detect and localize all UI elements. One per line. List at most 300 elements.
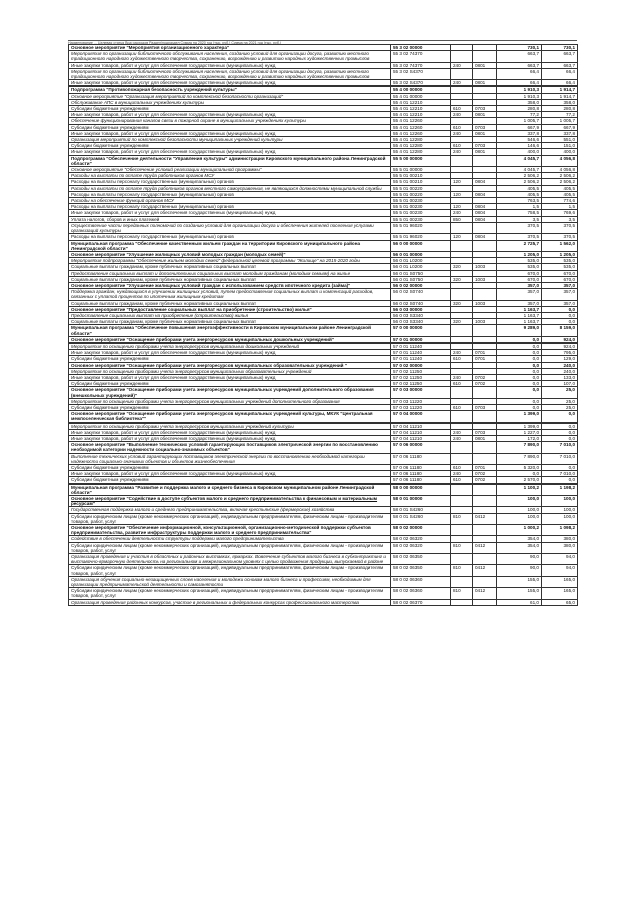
row-section-cell-text: 0801 [475, 62, 486, 68]
row-code-cell-text: 56 0 01 L0200 [393, 258, 423, 264]
row-amount-2021-cell-text: 0,0 [568, 306, 575, 312]
row-section-cell-text: 0412 [475, 513, 486, 519]
row-code-cell-text: 56 0 01 00000 [393, 251, 423, 257]
row-amount-2021-cell-text: 795,0 [563, 350, 575, 356]
row-code-cell-text: 57 0 04 00000 [393, 411, 423, 417]
row-amount-2021-cell-text: 240,0 [563, 368, 575, 374]
row-name-cell-text: Организация проведения и участия в областных и районных выставках, ярмарках. Вовлечение субъектов малого бизнеса в субконтрактинг и выставочно-ярмарочную деятельность на региональном и межрегиональном уровнях с целью продвижения продукции, выпускаемой в районе [71, 554, 386, 565]
row-code-cell [391, 496, 451, 507]
row-expense-type-cell-text: 240 [453, 374, 461, 380]
row-section-cell [473, 576, 497, 587]
row-amount-2021-cell-text: 1 914,7 [559, 93, 575, 99]
row-amount-2020-cell-text: 2 570,0 [523, 477, 539, 483]
row-section-cell-text: 0702 [475, 374, 486, 380]
row-name-cell-text: Подпрограмма "Противопожарная безопасность учреждений культуры" [71, 87, 237, 93]
row-expense-type-cell-text: 240 [453, 80, 461, 86]
row-name-cell-text: Основное мероприятие "Обеспечение информационной, консультационной, организационно-методической поддержки субъектов предпринимательства, развитие инфраструктуры поддержки малого и среднего предпринимательства" [71, 525, 371, 536]
row-name-cell-text: Основное мероприятие "Оснащение приборами учета энергоресурсов муниципальных образовательных учреждений " [71, 362, 347, 368]
row-code-cell [391, 513, 451, 524]
row-amount-2020-cell-text: 7 890,0 [523, 453, 539, 459]
row-code-cell-text: 57 0 02 11250 [393, 374, 423, 380]
table-row [69, 51, 578, 62]
row-amount-2020-cell [497, 484, 542, 495]
row-amount-2021-cell-text: 165,0 [563, 588, 575, 594]
row-amount-2021-cell [542, 442, 578, 453]
row-code-cell [391, 576, 451, 587]
row-expense-type-cell-text: 810 [453, 588, 461, 594]
row-amount-2020-cell-text: 0,0 [532, 471, 539, 477]
row-code-cell [391, 155, 451, 166]
row-name-cell-text: Субсидии бюджетным учреждениям [71, 106, 149, 112]
row-name-cell [69, 484, 391, 495]
row-name-cell-text: Основное мероприятие "Улучшение жилищных условий граждан с использованием средств ипотечного кредита (займа)" [71, 282, 351, 288]
row-section-cell-text: 0804 [475, 179, 486, 185]
row-amount-2021-cell-text: 25,0 [566, 387, 575, 393]
row-amount-2021-cell-text: 7 010,0 [559, 442, 575, 448]
row-amount-2020-cell-text: 1 163,7 [523, 306, 539, 312]
row-amount-2021-cell-text: 1,5 [568, 204, 575, 210]
row-amount-2020-cell-text: 535,0 [527, 264, 539, 270]
row-amount-2020-cell-text: 4 045,7 [523, 167, 539, 173]
row-code-cell-text: 55 3 02 74370 [393, 62, 423, 68]
row-expense-type-cell-text: 610 [453, 106, 461, 112]
row-name-cell [69, 155, 391, 166]
row-amount-2021-cell-text: 0,0 [568, 429, 575, 435]
row-expense-type-cell-text: 120 [453, 204, 461, 210]
row-expense-type-cell-text: 320 [453, 300, 461, 306]
row-amount-2020-cell-text: 0,0 [532, 343, 539, 349]
row-name-cell-text: Организация мероприятий по комплексной безопасности муниципальных учреждений культуры [71, 137, 283, 143]
row-section-cell-text: 0804 [475, 216, 486, 222]
row-code-cell-text: 55 4 01 12260 [393, 118, 423, 124]
row-amount-2020-cell-text: 61,0 [530, 599, 539, 605]
row-amount-2021-cell-text: 405,5 [563, 191, 575, 197]
row-expense-type-cell [451, 240, 473, 251]
row-code-cell-text: 55 3 02 S4370 [393, 80, 423, 86]
row-amount-2021-cell-text: 1 914,7 [559, 87, 575, 93]
row-expense-type-cell-text: 610 [453, 356, 461, 362]
row-code-cell [391, 240, 451, 251]
row-amount-2021-cell [542, 453, 578, 464]
row-amount-2021-cell-text: 8 159,0 [559, 325, 575, 331]
row-section-cell-text: 0412 [475, 588, 486, 594]
row-amount-2021-cell-text: 551,0 [563, 137, 575, 143]
row-expense-type-cell [451, 542, 473, 553]
row-amount-2020-cell-text: 730,1 [527, 45, 539, 50]
row-amount-2021-cell-text: 100,0 [563, 507, 575, 513]
row-name-cell-text: Субсидии бюджетным учреждениям [71, 356, 149, 362]
row-code-cell [391, 525, 451, 536]
row-amount-2021-cell-text: 370,5 [563, 234, 575, 240]
row-name-cell-text: Субсидии бюджетным учреждениям [71, 381, 149, 387]
row-expense-type-cell [451, 453, 473, 464]
row-name-cell-text: Иные закупки товаров, работ и услуг для обеспечения государственных (муниципальных) нужд [71, 149, 276, 155]
row-name-cell-text: Субсидии бюджетным учреждениям [71, 477, 149, 483]
table-row [69, 496, 578, 507]
row-amount-2020-cell-text: 0,0 [532, 387, 539, 393]
row-amount-2021-cell [542, 289, 578, 300]
row-expense-type-cell [451, 155, 473, 166]
row-name-cell-text: Осуществление части переданных полномочий по созданию условий для организации досуга и обеспечения жителей поселения услугами организаций культуры [71, 222, 374, 234]
row-section-cell [473, 325, 497, 336]
row-amount-2020-cell-text: 100,0 [527, 496, 539, 502]
row-name-cell-text: Муниципальная программа "Обеспечение повышения энергоэффективности в Кировском муниципальном районе Ленинградской области" [71, 325, 371, 336]
row-amount-2020-cell [497, 513, 542, 524]
table-row [69, 554, 578, 565]
row-expense-type-cell-text: 810 [453, 565, 461, 571]
row-code-cell-text: 57 0 01 00000 [393, 336, 423, 342]
row-name-cell-text: Иные закупки товаров, работ и услуг для обеспечения государственных (муниципальных) нужд [71, 350, 276, 356]
row-amount-2021-cell-text: 151,0 [563, 143, 575, 149]
row-amount-2020-cell [497, 576, 542, 587]
row-amount-2020-cell-text: 0,0 [532, 336, 539, 342]
row-amount-2021-cell-text: 280,8 [563, 106, 575, 112]
row-amount-2021-cell-text: 4 056,8 [559, 155, 575, 161]
row-amount-2021-cell-text: 1 205,0 [559, 251, 575, 257]
row-code-cell-text: 57 0 02 11250 [393, 368, 423, 374]
row-amount-2020-cell-text: 5 320,0 [523, 465, 539, 471]
row-name-cell [69, 185, 391, 191]
row-amount-2020-cell-text: 90,0 [530, 554, 539, 560]
row-expense-type-cell-text: 240 [453, 62, 461, 68]
row-amount-2020-cell [497, 453, 542, 464]
row-name-cell-text: Субсидии юридическим лицам (кроме некоммерческих организаций), индивидуальным предпринимателям, физическим лицам - производителям товаров, работ, услуг [71, 565, 384, 576]
row-expense-type-cell [451, 525, 473, 536]
table-row [69, 240, 578, 251]
row-section-cell [473, 155, 497, 166]
row-amount-2021-cell [542, 513, 578, 524]
row-amount-2021-cell-text: 94,0 [566, 554, 575, 560]
row-amount-2020-cell [497, 289, 542, 300]
row-amount-2020-cell-text: 1 399,0 [523, 411, 539, 417]
row-expense-type-cell [451, 289, 473, 300]
row-code-cell [391, 222, 451, 233]
row-amount-2021-cell [542, 68, 578, 79]
row-amount-2021-cell [542, 496, 578, 507]
row-name-cell-text: Основное мероприятие "Оснащение приборами учета энергоресурсов муниципальных учреждений дополнительного образования (внешкольных учреждений)" [71, 387, 374, 398]
row-code-cell-text: 55 3 02 00000 [393, 45, 423, 50]
row-code-cell-text: 56 0 01 S0750 [393, 270, 423, 276]
row-name-cell-text: Расходы на обеспечение функций органов МСУ [71, 198, 174, 204]
row-amount-2021-cell-text: 129,0 [563, 356, 575, 362]
row-section-cell-text: 0703 [475, 106, 486, 112]
row-code-cell-text: 56 0 03 S3340 [393, 319, 423, 325]
row-amount-2021-cell-text: 107,0 [563, 381, 575, 387]
row-expense-type-cell [451, 496, 473, 507]
row-name-cell-text: Социальные выплаты гражданам, кроме публичных нормативных социальных выплат [71, 319, 257, 325]
row-amount-2021-cell [542, 525, 578, 536]
row-name-cell-text: Субсидии юридическим лицам (кроме некоммерческих организаций), индивидуальным предпринимателям, физическим лицам - производителям товаров, работ, услуг [71, 588, 384, 599]
row-amount-2020-cell [497, 51, 542, 62]
row-code-cell-text: 58 0 02 06350 [393, 554, 423, 560]
row-name-cell-text: Мероприятия по оснащению приборами учета энергоресурсов муниципальных образовательных учреждений [71, 368, 312, 374]
row-section-cell-text: 0702 [475, 477, 486, 483]
row-code-cell-text: 58 0 02 06360 [393, 588, 423, 594]
row-amount-2021-cell-text: 0,0 [568, 312, 575, 318]
row-code-cell-text: 55 5 01 96020 [393, 234, 423, 240]
row-amount-2020-cell-text: 405,5 [527, 185, 539, 191]
row-amount-2020-cell-text: 1 227,0 [523, 429, 539, 435]
row-name-cell-text: Расходы на выплаты персоналу государственных (муниципальных) органов [71, 191, 234, 197]
row-amount-2021-cell [542, 599, 578, 605]
row-section-cell-text: 0701 [475, 350, 486, 356]
row-code-cell-text: 57 0 03 11220 [393, 404, 423, 410]
row-expense-type-cell [451, 565, 473, 576]
row-amount-2021-cell-text: 358,0 [563, 99, 575, 105]
row-amount-2021-cell-text: 0,0 [568, 436, 575, 441]
row-expense-type-cell [451, 484, 473, 495]
row-expense-type-cell-text: 610 [453, 477, 461, 483]
row-name-cell-text: Субсидии бюджетным учреждениям [71, 404, 149, 410]
row-code-cell-text: 56 0 01 S0750 [393, 276, 423, 282]
row-amount-2021-cell-text: 25,0 [566, 398, 575, 404]
row-amount-2020-cell-text: 7 890,0 [523, 442, 539, 448]
row-amount-2020-cell-text: 1 100,2 [523, 484, 539, 490]
row-section-cell [473, 453, 497, 464]
row-expense-type-cell [451, 442, 473, 453]
row-code-cell-text: 57 0 06 11180 [393, 465, 422, 471]
row-amount-2020-cell-text: 0,0 [532, 368, 539, 374]
row-name-cell [69, 576, 391, 587]
row-amount-2020-cell-text: 77,2 [530, 112, 539, 118]
row-amount-2020-cell-text: 1 399,0 [523, 423, 539, 429]
row-amount-2020-cell-text: 400,0 [527, 149, 539, 155]
row-amount-2021-cell [542, 411, 578, 422]
row-code-cell-text: 57 0 04 11210 [393, 436, 423, 441]
row-amount-2020-cell-text: 0,0 [532, 381, 539, 387]
row-name-cell [69, 599, 391, 605]
row-code-cell-text: 57 0 06 11180 [393, 477, 422, 483]
row-code-cell-text: 55 4 01 12210 [393, 112, 423, 118]
row-name-cell-text: Поддержка граждан, нуждающихся в улучшении жилищных условий, путем предоставления социальных выплат и компенсаций расходов, связанных с уплатой процентов по ипотечным жилищным кредитам [71, 289, 374, 300]
row-section-cell-text: 0804 [475, 191, 486, 197]
row-section-cell-text: 0801 [475, 112, 486, 118]
row-section-cell [473, 387, 497, 398]
row-name-cell [69, 68, 391, 79]
row-name-cell-text: Иные закупки товаров, работ и услуг для обеспечения государственных (муниципальных) нужд [71, 210, 276, 216]
row-expense-type-cell-text: 240 [453, 436, 461, 441]
row-section-cell-text: 0701 [475, 465, 486, 471]
row-name-cell-text: Социальные выплаты гражданам, кроме публичных нормативных социальных выплат [71, 276, 257, 282]
row-name-cell-text: Социальные выплаты гражданам, кроме публичных нормативных социальных выплат [71, 300, 257, 306]
row-amount-2021-cell-text: 2 506,2 [559, 173, 575, 179]
row-amount-2020-cell-text: 2 506,2 [523, 179, 539, 185]
row-amount-2021-cell-text: 380,0 [563, 542, 575, 548]
row-code-cell-text: 55 4 01 12210 [393, 99, 423, 105]
row-amount-2021-cell-text: 535,0 [563, 264, 575, 270]
table-row [69, 155, 578, 166]
row-section-cell [473, 554, 497, 565]
row-amount-2020-cell [497, 496, 542, 507]
row-code-cell-text: 55 5 01 00220 [393, 185, 423, 191]
row-amount-2020-cell [497, 542, 542, 553]
row-amount-2021-cell [542, 588, 578, 599]
table-header-strip: Наименование ... Целевая статья Вид расходов Раздел/подраздел Сумма на 2020 год (тыс. руб.) Сумма на 2021 год (тыс. руб.) [68, 40, 577, 45]
row-name-cell-text: Мероприятия по оснащению приборами учета энергоресурсов муниципальных учреждений культуры [71, 423, 294, 429]
row-amount-2020-cell-text: 90,0 [530, 565, 539, 571]
row-amount-2020-cell [497, 240, 542, 251]
row-name-cell [69, 270, 391, 276]
row-amount-2021-cell-text: 357,0 [563, 289, 575, 295]
row-name-cell-text: Подпрограмма "Обеспечение деятельности "Управления культуры" администрации Кировского муниципального района Ленинградской области" [71, 155, 386, 166]
row-expense-type-cell-text: 240 [453, 429, 461, 435]
row-amount-2020-cell-text: 663,7 [527, 62, 539, 68]
row-section-cell [473, 496, 497, 507]
row-code-cell-text: 55 4 01 12280 [393, 143, 423, 149]
row-code-cell-text: 55 5 01 00220 [393, 191, 423, 197]
row-name-cell [69, 588, 391, 599]
row-name-cell-text: Государственная поддержка малого и среднего предпринимательства, включая крестьянские (фермерские) хозяйства [71, 507, 335, 513]
row-code-cell-text: 55 4 01 12260 [393, 130, 423, 136]
row-amount-2021-cell-text: 100,0 [563, 496, 575, 502]
row-expense-type-cell-text: 120 [453, 191, 461, 197]
row-amount-2020-cell [497, 565, 542, 576]
row-amount-2021-cell-text: 370,5 [563, 222, 575, 228]
row-code-cell [391, 554, 451, 565]
table-row [69, 542, 578, 553]
table-row [69, 599, 578, 605]
row-expense-type-cell-text: 610 [453, 465, 461, 471]
row-expense-type-cell [451, 554, 473, 565]
row-name-cell-text: Предоставление социальных выплат на приобретение (строительство) жилья [71, 312, 248, 318]
row-amount-2020-cell [497, 155, 542, 166]
row-code-cell-text: 58 0 02 06350 [393, 565, 423, 571]
row-section-cell-text: 0804 [475, 210, 486, 216]
row-amount-2020-cell-text: 354,0 [527, 542, 539, 548]
row-name-cell-text: Выполнение технических условий гарантирующих поставщиков электрической энергии по восстановлению необходимой категории надежности социально-значимых объектов и объектов жизнеобеспечения [71, 453, 365, 464]
row-amount-2021-cell-text: 4 056,8 [559, 167, 575, 173]
row-code-cell-text: 58 0 01 S4260 [393, 507, 423, 513]
row-amount-2020-cell [497, 525, 542, 536]
row-amount-2021-cell-text: 924,0 [563, 343, 575, 349]
row-name-cell-text: Иные закупки товаров, работ и услуг для обеспечения государственных (муниципальных) нужд [71, 130, 276, 136]
row-name-cell-text: Расходы на выплаты по оплате труда работников органов МСУ [71, 173, 215, 179]
row-section-cell-text: 0703 [475, 404, 486, 410]
row-expense-type-cell-text: 240 [453, 130, 461, 136]
row-name-cell-text: Муниципальная программа "Развитие и поддержка малого и среднего бизнеса в Кировском муниципальном районе Ленинградской области" [71, 484, 375, 495]
row-amount-2020-cell-text: 354,0 [527, 536, 539, 542]
row-code-cell [391, 442, 451, 453]
row-amount-2021-cell-text: 165,0 [563, 576, 575, 582]
row-expense-type-cell-text: 320 [453, 264, 461, 270]
row-name-cell-text: Социальные выплаты гражданам, кроме публичных нормативных социальных выплат [71, 264, 257, 270]
row-expense-type-cell [451, 576, 473, 587]
row-expense-type-cell-text: 120 [453, 234, 461, 240]
table-row [69, 411, 578, 422]
row-section-cell [473, 442, 497, 453]
row-amount-2020-cell-text: 358,0 [527, 99, 539, 105]
row-amount-2020-cell-text: 100,0 [527, 507, 539, 513]
row-name-cell-text: Мероприятия подпрограммы "Обеспечение жильем молодых семей" федеральной целевой программы "Жилище" на 2015-2020 годы [71, 258, 360, 264]
row-code-cell-text: 58 0 01 00000 [393, 496, 423, 502]
row-amount-2021-cell-text: 133,0 [563, 374, 575, 380]
row-amount-2020-cell-text: 66,4 [530, 80, 539, 86]
row-name-cell [69, 289, 391, 300]
row-name-cell-text: Субсидии юридическим лицам (кроме некоммерческих организаций), индивидуальным предпринимателям, физическим лицам - производителям товаров, работ, услуг [71, 542, 384, 553]
row-code-cell-text: 58 0 02 00000 [393, 525, 423, 531]
row-section-cell-text: 0703 [475, 124, 486, 130]
row-expense-type-cell-text: 320 [453, 319, 461, 325]
row-amount-2021-cell-text: 0,0 [568, 319, 575, 325]
row-code-cell-text: 55 5 01 00210 [393, 179, 423, 185]
row-name-cell [69, 240, 391, 251]
row-section-cell [473, 599, 497, 605]
row-amount-2020-cell-text: 1 000,2 [523, 525, 539, 531]
row-amount-2020-cell-text: 0,0 [532, 350, 539, 356]
row-expense-type-cell-text: 610 [453, 143, 461, 149]
row-amount-2021-cell-text: 2 506,2 [559, 179, 575, 185]
row-name-cell-text: Основное мероприятие "Содействие в доступе субъектов малого и среднего предпринимательства к финансовым и материальным ресурсам" [71, 496, 378, 507]
row-expense-type-cell-text: 120 [453, 179, 461, 185]
row-name-cell-text: Муниципальная программа "Обеспечение качественным жильем граждан на территории Кировского муниципального района Ленинградской области" [71, 240, 361, 251]
row-amount-2021-cell-text: 65,0 [566, 599, 575, 605]
row-name-cell-text: Иные закупки товаров, работ и услуг для обеспечения государственных (муниципальных) нужд [71, 80, 276, 86]
row-name-cell-text: Организация обучения социально-незащищенных слоев населения и молодежи основам малого бизнеса и профессиям, необходимым для организации предпринимательской деятельности и самозанятости [71, 576, 371, 588]
row-code-cell-text: 57 0 04 11210 [393, 429, 423, 435]
row-code-cell-text: 57 0 06 11180 [393, 453, 422, 459]
row-name-cell-text: Расходы на выплаты персоналу государственных (муниципальных) органов [71, 204, 234, 210]
row-section-cell-text: 0801 [475, 80, 486, 86]
row-name-cell-text: Основное мероприятие "Оснащение приборами учета энергоресурсов муниципальных учреждений культуры, МКУК "Центральная межпоселенческая библиотека"" [71, 411, 373, 422]
row-name-cell-text: Мероприятия по организации библиотечного обслуживания населения, созданию условий для организации досуга, развитию местного традиционного народного художественного творчества, сохранению, возрождению и развитию народных художественных промыслов [71, 68, 370, 80]
budget-table-body [69, 45, 578, 606]
row-amount-2020-cell-text: 1 005,7 [523, 118, 539, 124]
row-amount-2021-cell-text: 1 098,2 [559, 525, 575, 531]
row-amount-2021-cell-text: 77,2 [566, 112, 575, 118]
row-expense-type-cell-text: 610 [453, 404, 461, 410]
row-section-cell-text: 0703 [475, 143, 486, 149]
row-amount-2021-cell [542, 222, 578, 233]
row-section-cell [473, 240, 497, 251]
row-section-cell [473, 51, 497, 62]
row-section-cell-text: 0702 [475, 471, 486, 477]
row-amount-2020-cell-text: 100,0 [527, 513, 539, 519]
row-section-cell-text: 1003 [475, 319, 486, 325]
budget-table [68, 44, 578, 606]
row-amount-2020-cell-text: 146,6 [527, 143, 539, 149]
row-name-cell-text: Расходы на выплаты персоналу государственных (муниципальных) органов [71, 234, 234, 240]
row-name-cell-text: Мероприятия по оснащению приборами учета энергоресурсов муниципальных учреждений дополнительного образования [71, 398, 340, 404]
row-code-cell-text: 57 0 02 11250 [393, 381, 423, 387]
row-amount-2021-cell-text: 667,9 [563, 124, 575, 130]
row-amount-2021-cell [542, 576, 578, 587]
row-code-cell-text: 57 0 04 11210 [393, 423, 423, 429]
row-expense-type-cell-text: 810 [453, 542, 461, 548]
row-amount-2020-cell [497, 411, 542, 422]
row-amount-2020-cell-text: 155,0 [527, 576, 539, 582]
row-amount-2020-cell-text: 357,0 [527, 300, 539, 306]
row-section-cell-text: 1003 [475, 300, 486, 306]
row-expense-type-cell-text: 320 [453, 276, 461, 282]
row-code-cell [391, 325, 451, 336]
row-amount-2021-cell-text: 924,0 [563, 336, 575, 342]
row-code-cell-text: 58 0 01 S4260 [393, 513, 423, 519]
row-code-cell-text: 55 5 01 00210 [393, 173, 423, 179]
row-name-cell [69, 282, 391, 288]
row-name-cell [69, 325, 391, 336]
row-amount-2020-cell [497, 442, 542, 453]
row-section-cell [473, 588, 497, 599]
row-amount-2020-cell-text: 546,6 [527, 137, 539, 143]
row-name-cell-text: Субсидии юридическим лицам (кроме некоммерческих организаций), индивидуальным предпринимателям, физическим лицам - производителям товаров, работ, услуг [71, 513, 384, 524]
row-section-cell [473, 565, 497, 576]
row-code-cell [391, 588, 451, 599]
row-amount-2021-cell-text: 535,0 [563, 258, 575, 264]
row-amount-2021-cell-text: 357,0 [563, 300, 575, 306]
table-row [69, 513, 578, 524]
row-section-cell-text: 0801 [475, 130, 486, 136]
table-row [69, 525, 578, 536]
